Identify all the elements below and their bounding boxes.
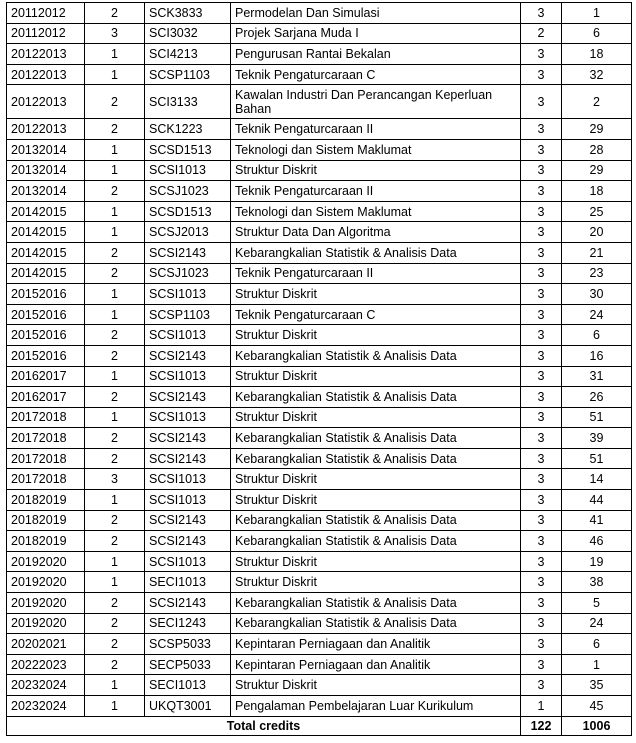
credit-cell: 3 bbox=[521, 572, 562, 593]
table-row bbox=[7, 428, 632, 449]
count-cell: 28 bbox=[562, 139, 632, 160]
count-cell: 35 bbox=[562, 675, 632, 696]
credit-cell: 3 bbox=[521, 613, 562, 634]
course-code-cell: SCSI1013 bbox=[145, 284, 231, 305]
session-cell: 20172018 bbox=[7, 428, 85, 449]
table-row bbox=[7, 263, 632, 284]
credit-cell: 3 bbox=[521, 64, 562, 85]
course-name-cell: Teknik Pengaturcaraan C bbox=[231, 64, 521, 85]
semester-cell: 1 bbox=[85, 201, 145, 222]
table-row bbox=[7, 531, 632, 552]
table-row bbox=[7, 448, 632, 469]
session-cell: 20182019 bbox=[7, 490, 85, 511]
credit-cell: 3 bbox=[521, 428, 562, 449]
credit-cell: 3 bbox=[521, 593, 562, 614]
credit-cell: 3 bbox=[521, 510, 562, 531]
session-cell: 20132014 bbox=[7, 160, 85, 181]
count-cell: 39 bbox=[562, 428, 632, 449]
count-cell: 19 bbox=[562, 551, 632, 572]
count-cell: 2 bbox=[562, 85, 632, 119]
session-cell: 20142015 bbox=[7, 263, 85, 284]
session-cell: 20172018 bbox=[7, 407, 85, 428]
course-code-cell: SCSP1103 bbox=[145, 64, 231, 85]
course-code-cell: SCSD1513 bbox=[145, 139, 231, 160]
table-row bbox=[7, 407, 632, 428]
table-row bbox=[7, 44, 632, 65]
session-cell: 20172018 bbox=[7, 448, 85, 469]
count-cell: 45 bbox=[562, 696, 632, 717]
semester-cell: 1 bbox=[85, 407, 145, 428]
count-cell: 51 bbox=[562, 448, 632, 469]
table-row bbox=[7, 634, 632, 655]
total-credits: 122 bbox=[521, 716, 562, 735]
session-cell: 20112012 bbox=[7, 3, 85, 24]
table-row bbox=[7, 675, 632, 696]
table-row bbox=[7, 201, 632, 222]
semester-cell: 2 bbox=[85, 613, 145, 634]
count-cell: 18 bbox=[562, 181, 632, 202]
credit-cell: 3 bbox=[521, 44, 562, 65]
session-cell: 20172018 bbox=[7, 469, 85, 490]
course-name-cell: Teknik Pengaturcaraan II bbox=[231, 119, 521, 140]
count-cell: 23 bbox=[562, 263, 632, 284]
count-cell: 25 bbox=[562, 201, 632, 222]
credit-cell: 3 bbox=[521, 345, 562, 366]
session-cell: 20182019 bbox=[7, 510, 85, 531]
credit-cell: 3 bbox=[521, 263, 562, 284]
course-code-cell: SCSI2143 bbox=[145, 387, 231, 408]
session-cell: 20162017 bbox=[7, 366, 85, 387]
semester-cell: 2 bbox=[85, 181, 145, 202]
course-credits-table bbox=[6, 2, 632, 736]
credit-cell: 3 bbox=[521, 304, 562, 325]
table-row bbox=[7, 3, 632, 24]
semester-cell: 1 bbox=[85, 44, 145, 65]
course-name-cell: Struktur Diskrit bbox=[231, 675, 521, 696]
table-row bbox=[7, 469, 632, 490]
session-cell: 20192020 bbox=[7, 572, 85, 593]
session-cell: 20222023 bbox=[7, 654, 85, 675]
table-row bbox=[7, 222, 632, 243]
semester-cell: 2 bbox=[85, 85, 145, 119]
semester-cell: 2 bbox=[85, 325, 145, 346]
table-row bbox=[7, 572, 632, 593]
table-row bbox=[7, 510, 632, 531]
semester-cell: 2 bbox=[85, 242, 145, 263]
course-code-cell: SCSI2143 bbox=[145, 345, 231, 366]
course-name-cell: Kepintaran Perniagaan dan Analitik bbox=[231, 654, 521, 675]
course-name-cell: Struktur Diskrit bbox=[231, 551, 521, 572]
session-cell: 20152016 bbox=[7, 345, 85, 366]
credit-cell: 3 bbox=[521, 407, 562, 428]
course-name-cell: Struktur Diskrit bbox=[231, 490, 521, 511]
session-cell: 20122013 bbox=[7, 119, 85, 140]
session-cell: 20232024 bbox=[7, 696, 85, 717]
count-cell: 18 bbox=[562, 44, 632, 65]
course-name-cell: Kebarangkalian Statistik & Analisis Data bbox=[231, 448, 521, 469]
course-code-cell: SCSI1013 bbox=[145, 551, 231, 572]
semester-cell: 1 bbox=[85, 222, 145, 243]
session-cell: 20122013 bbox=[7, 44, 85, 65]
semester-cell: 2 bbox=[85, 345, 145, 366]
semester-cell: 2 bbox=[85, 654, 145, 675]
semester-cell: 1 bbox=[85, 366, 145, 387]
count-cell: 1 bbox=[562, 3, 632, 24]
session-cell: 20162017 bbox=[7, 387, 85, 408]
course-code-cell: SCSJ2013 bbox=[145, 222, 231, 243]
course-code-cell: SCSI1013 bbox=[145, 407, 231, 428]
course-name-cell: Teknologi dan Sistem Maklumat bbox=[231, 201, 521, 222]
semester-cell: 1 bbox=[85, 490, 145, 511]
semester-cell: 2 bbox=[85, 387, 145, 408]
course-name-cell: Kebarangkalian Statistik & Analisis Data bbox=[231, 345, 521, 366]
credit-cell: 3 bbox=[521, 654, 562, 675]
course-name-cell: Permodelan Dan Simulasi bbox=[231, 3, 521, 24]
table-row bbox=[7, 345, 632, 366]
table-row bbox=[7, 551, 632, 572]
course-code-cell: SCI4213 bbox=[145, 44, 231, 65]
session-cell: 20152016 bbox=[7, 284, 85, 305]
course-code-cell: SECI1013 bbox=[145, 675, 231, 696]
table-body bbox=[7, 3, 632, 717]
table-row bbox=[7, 490, 632, 511]
semester-cell: 2 bbox=[85, 448, 145, 469]
count-cell: 16 bbox=[562, 345, 632, 366]
course-name-cell: Struktur Diskrit bbox=[231, 407, 521, 428]
table-row bbox=[7, 593, 632, 614]
course-name-cell: Teknik Pengaturcaraan II bbox=[231, 181, 521, 202]
count-cell: 1 bbox=[562, 654, 632, 675]
course-code-cell: SCSD1513 bbox=[145, 201, 231, 222]
credit-cell: 3 bbox=[521, 448, 562, 469]
course-name-cell: Teknik Pengaturcaraan C bbox=[231, 304, 521, 325]
course-code-cell: SCK1223 bbox=[145, 119, 231, 140]
session-cell: 20182019 bbox=[7, 531, 85, 552]
course-name-cell: Struktur Diskrit bbox=[231, 325, 521, 346]
semester-cell: 2 bbox=[85, 510, 145, 531]
table-row bbox=[7, 64, 632, 85]
course-name-cell: Projek Sarjana Muda I bbox=[231, 23, 521, 44]
semester-cell: 2 bbox=[85, 531, 145, 552]
course-name-cell: Kepintaran Perniagaan dan Analitik bbox=[231, 634, 521, 655]
table-row bbox=[7, 696, 632, 717]
course-name-cell: Struktur Data Dan Algoritma bbox=[231, 222, 521, 243]
credit-cell: 3 bbox=[521, 160, 562, 181]
course-code-cell: SCSI2143 bbox=[145, 448, 231, 469]
count-cell: 21 bbox=[562, 242, 632, 263]
table-row bbox=[7, 181, 632, 202]
count-cell: 24 bbox=[562, 304, 632, 325]
credit-cell: 3 bbox=[521, 531, 562, 552]
credit-cell: 3 bbox=[521, 242, 562, 263]
semester-cell: 2 bbox=[85, 428, 145, 449]
total-label: Total credits bbox=[7, 716, 521, 735]
semester-cell: 1 bbox=[85, 551, 145, 572]
course-code-cell: SCSI1013 bbox=[145, 366, 231, 387]
table-row bbox=[7, 304, 632, 325]
credit-cell: 3 bbox=[521, 634, 562, 655]
course-code-cell: SCSJ1023 bbox=[145, 181, 231, 202]
credit-cell: 3 bbox=[521, 551, 562, 572]
count-cell: 32 bbox=[562, 64, 632, 85]
session-cell: 20192020 bbox=[7, 613, 85, 634]
session-cell: 20142015 bbox=[7, 242, 85, 263]
count-cell: 29 bbox=[562, 160, 632, 181]
session-cell: 20192020 bbox=[7, 593, 85, 614]
course-code-cell: SCI3032 bbox=[145, 23, 231, 44]
course-code-cell: SECI1243 bbox=[145, 613, 231, 634]
credit-cell: 3 bbox=[521, 3, 562, 24]
count-cell: 6 bbox=[562, 23, 632, 44]
semester-cell: 3 bbox=[85, 23, 145, 44]
course-code-cell: SCSI1013 bbox=[145, 160, 231, 181]
session-cell: 20202021 bbox=[7, 634, 85, 655]
credit-cell: 3 bbox=[521, 222, 562, 243]
session-cell: 20132014 bbox=[7, 181, 85, 202]
count-cell: 31 bbox=[562, 366, 632, 387]
count-cell: 6 bbox=[562, 634, 632, 655]
course-name-cell: Kebarangkalian Statistik & Analisis Data bbox=[231, 428, 521, 449]
semester-cell: 1 bbox=[85, 696, 145, 717]
session-cell: 20152016 bbox=[7, 304, 85, 325]
table-row bbox=[7, 119, 632, 140]
credit-cell: 3 bbox=[521, 85, 562, 119]
credit-cell: 3 bbox=[521, 119, 562, 140]
count-cell: 20 bbox=[562, 222, 632, 243]
count-cell: 38 bbox=[562, 572, 632, 593]
semester-cell: 1 bbox=[85, 139, 145, 160]
session-cell: 20142015 bbox=[7, 222, 85, 243]
session-cell: 20232024 bbox=[7, 675, 85, 696]
session-cell: 20122013 bbox=[7, 64, 85, 85]
count-cell: 5 bbox=[562, 593, 632, 614]
course-code-cell: SCSI1013 bbox=[145, 469, 231, 490]
course-name-cell: Kebarangkalian Statistik & Analisis Data bbox=[231, 387, 521, 408]
credit-cell: 3 bbox=[521, 366, 562, 387]
table-row bbox=[7, 23, 632, 44]
semester-cell: 2 bbox=[85, 3, 145, 24]
course-code-cell: SCSI2143 bbox=[145, 510, 231, 531]
course-code-cell: SCSI2143 bbox=[145, 242, 231, 263]
course-name-cell: Teknologi dan Sistem Maklumat bbox=[231, 139, 521, 160]
credit-cell: 3 bbox=[521, 387, 562, 408]
course-name-cell: Struktur Diskrit bbox=[231, 366, 521, 387]
semester-cell: 2 bbox=[85, 593, 145, 614]
credit-cell: 3 bbox=[521, 675, 562, 696]
credit-cell: 3 bbox=[521, 325, 562, 346]
semester-cell: 1 bbox=[85, 64, 145, 85]
semester-cell: 3 bbox=[85, 469, 145, 490]
course-code-cell: SCI3133 bbox=[145, 85, 231, 119]
semester-cell: 2 bbox=[85, 119, 145, 140]
semester-cell: 1 bbox=[85, 572, 145, 593]
course-name-cell: Teknik Pengaturcaraan II bbox=[231, 263, 521, 284]
course-name-cell: Struktur Diskrit bbox=[231, 572, 521, 593]
course-code-cell: SCSI2143 bbox=[145, 531, 231, 552]
semester-cell: 1 bbox=[85, 160, 145, 181]
course-name-cell: Kebarangkalian Statistik & Analisis Data bbox=[231, 242, 521, 263]
course-name-cell: Pengurusan Rantai Bekalan bbox=[231, 44, 521, 65]
count-cell: 26 bbox=[562, 387, 632, 408]
count-cell: 14 bbox=[562, 469, 632, 490]
semester-cell: 1 bbox=[85, 675, 145, 696]
session-cell: 20152016 bbox=[7, 325, 85, 346]
course-name-cell: Kebarangkalian Statistik & Analisis Data bbox=[231, 510, 521, 531]
course-name-cell: Struktur Diskrit bbox=[231, 160, 521, 181]
credit-cell: 3 bbox=[521, 181, 562, 202]
table-row bbox=[7, 85, 632, 119]
course-code-cell: SCSI2143 bbox=[145, 593, 231, 614]
session-cell: 20122013 bbox=[7, 85, 85, 119]
table-row bbox=[7, 242, 632, 263]
session-cell: 20112012 bbox=[7, 23, 85, 44]
table-row bbox=[7, 366, 632, 387]
table-row bbox=[7, 654, 632, 675]
table-row bbox=[7, 325, 632, 346]
count-cell: 46 bbox=[562, 531, 632, 552]
semester-cell: 1 bbox=[85, 284, 145, 305]
count-cell: 6 bbox=[562, 325, 632, 346]
count-cell: 41 bbox=[562, 510, 632, 531]
session-cell: 20192020 bbox=[7, 551, 85, 572]
course-name-cell: Pengalaman Pembelajaran Luar Kurikulum bbox=[231, 696, 521, 717]
course-code-cell: SCSP5033 bbox=[145, 634, 231, 655]
table-row bbox=[7, 387, 632, 408]
course-code-cell: SCSI1013 bbox=[145, 490, 231, 511]
course-code-cell: SCK3833 bbox=[145, 3, 231, 24]
course-name-cell: Struktur Diskrit bbox=[231, 284, 521, 305]
credit-cell: 3 bbox=[521, 139, 562, 160]
count-cell: 51 bbox=[562, 407, 632, 428]
count-cell: 29 bbox=[562, 119, 632, 140]
credit-cell: 3 bbox=[521, 490, 562, 511]
table-row bbox=[7, 613, 632, 634]
total-count: 1006 bbox=[562, 716, 632, 735]
course-name-cell: Struktur Diskrit bbox=[231, 469, 521, 490]
credit-cell: 1 bbox=[521, 696, 562, 717]
semester-cell: 2 bbox=[85, 634, 145, 655]
course-code-cell: SCSI2143 bbox=[145, 428, 231, 449]
count-cell: 30 bbox=[562, 284, 632, 305]
course-name-cell: Kebarangkalian Statistik & Analisis Data bbox=[231, 613, 521, 634]
credit-cell: 3 bbox=[521, 284, 562, 305]
semester-cell: 1 bbox=[85, 304, 145, 325]
course-code-cell: SECI1013 bbox=[145, 572, 231, 593]
course-name-cell: Kebarangkalian Statistik & Analisis Data bbox=[231, 531, 521, 552]
credit-cell: 3 bbox=[521, 201, 562, 222]
course-code-cell: SCSI1013 bbox=[145, 325, 231, 346]
course-code-cell: SCSP1103 bbox=[145, 304, 231, 325]
semester-cell: 2 bbox=[85, 263, 145, 284]
course-code-cell: UKQT3001 bbox=[145, 696, 231, 717]
credit-cell: 3 bbox=[521, 469, 562, 490]
total-row bbox=[7, 716, 632, 735]
course-code-cell: SECP5033 bbox=[145, 654, 231, 675]
count-cell: 44 bbox=[562, 490, 632, 511]
table-row bbox=[7, 139, 632, 160]
course-name-cell: Kawalan Industri Dan Perancangan Keperluan Bahan bbox=[231, 85, 521, 119]
course-name-cell: Kebarangkalian Statistik & Analisis Data bbox=[231, 593, 521, 614]
session-cell: 20142015 bbox=[7, 201, 85, 222]
course-code-cell: SCSJ1023 bbox=[145, 263, 231, 284]
table-row bbox=[7, 160, 632, 181]
session-cell: 20132014 bbox=[7, 139, 85, 160]
count-cell: 24 bbox=[562, 613, 632, 634]
credit-cell: 2 bbox=[521, 23, 562, 44]
table-row bbox=[7, 284, 632, 305]
